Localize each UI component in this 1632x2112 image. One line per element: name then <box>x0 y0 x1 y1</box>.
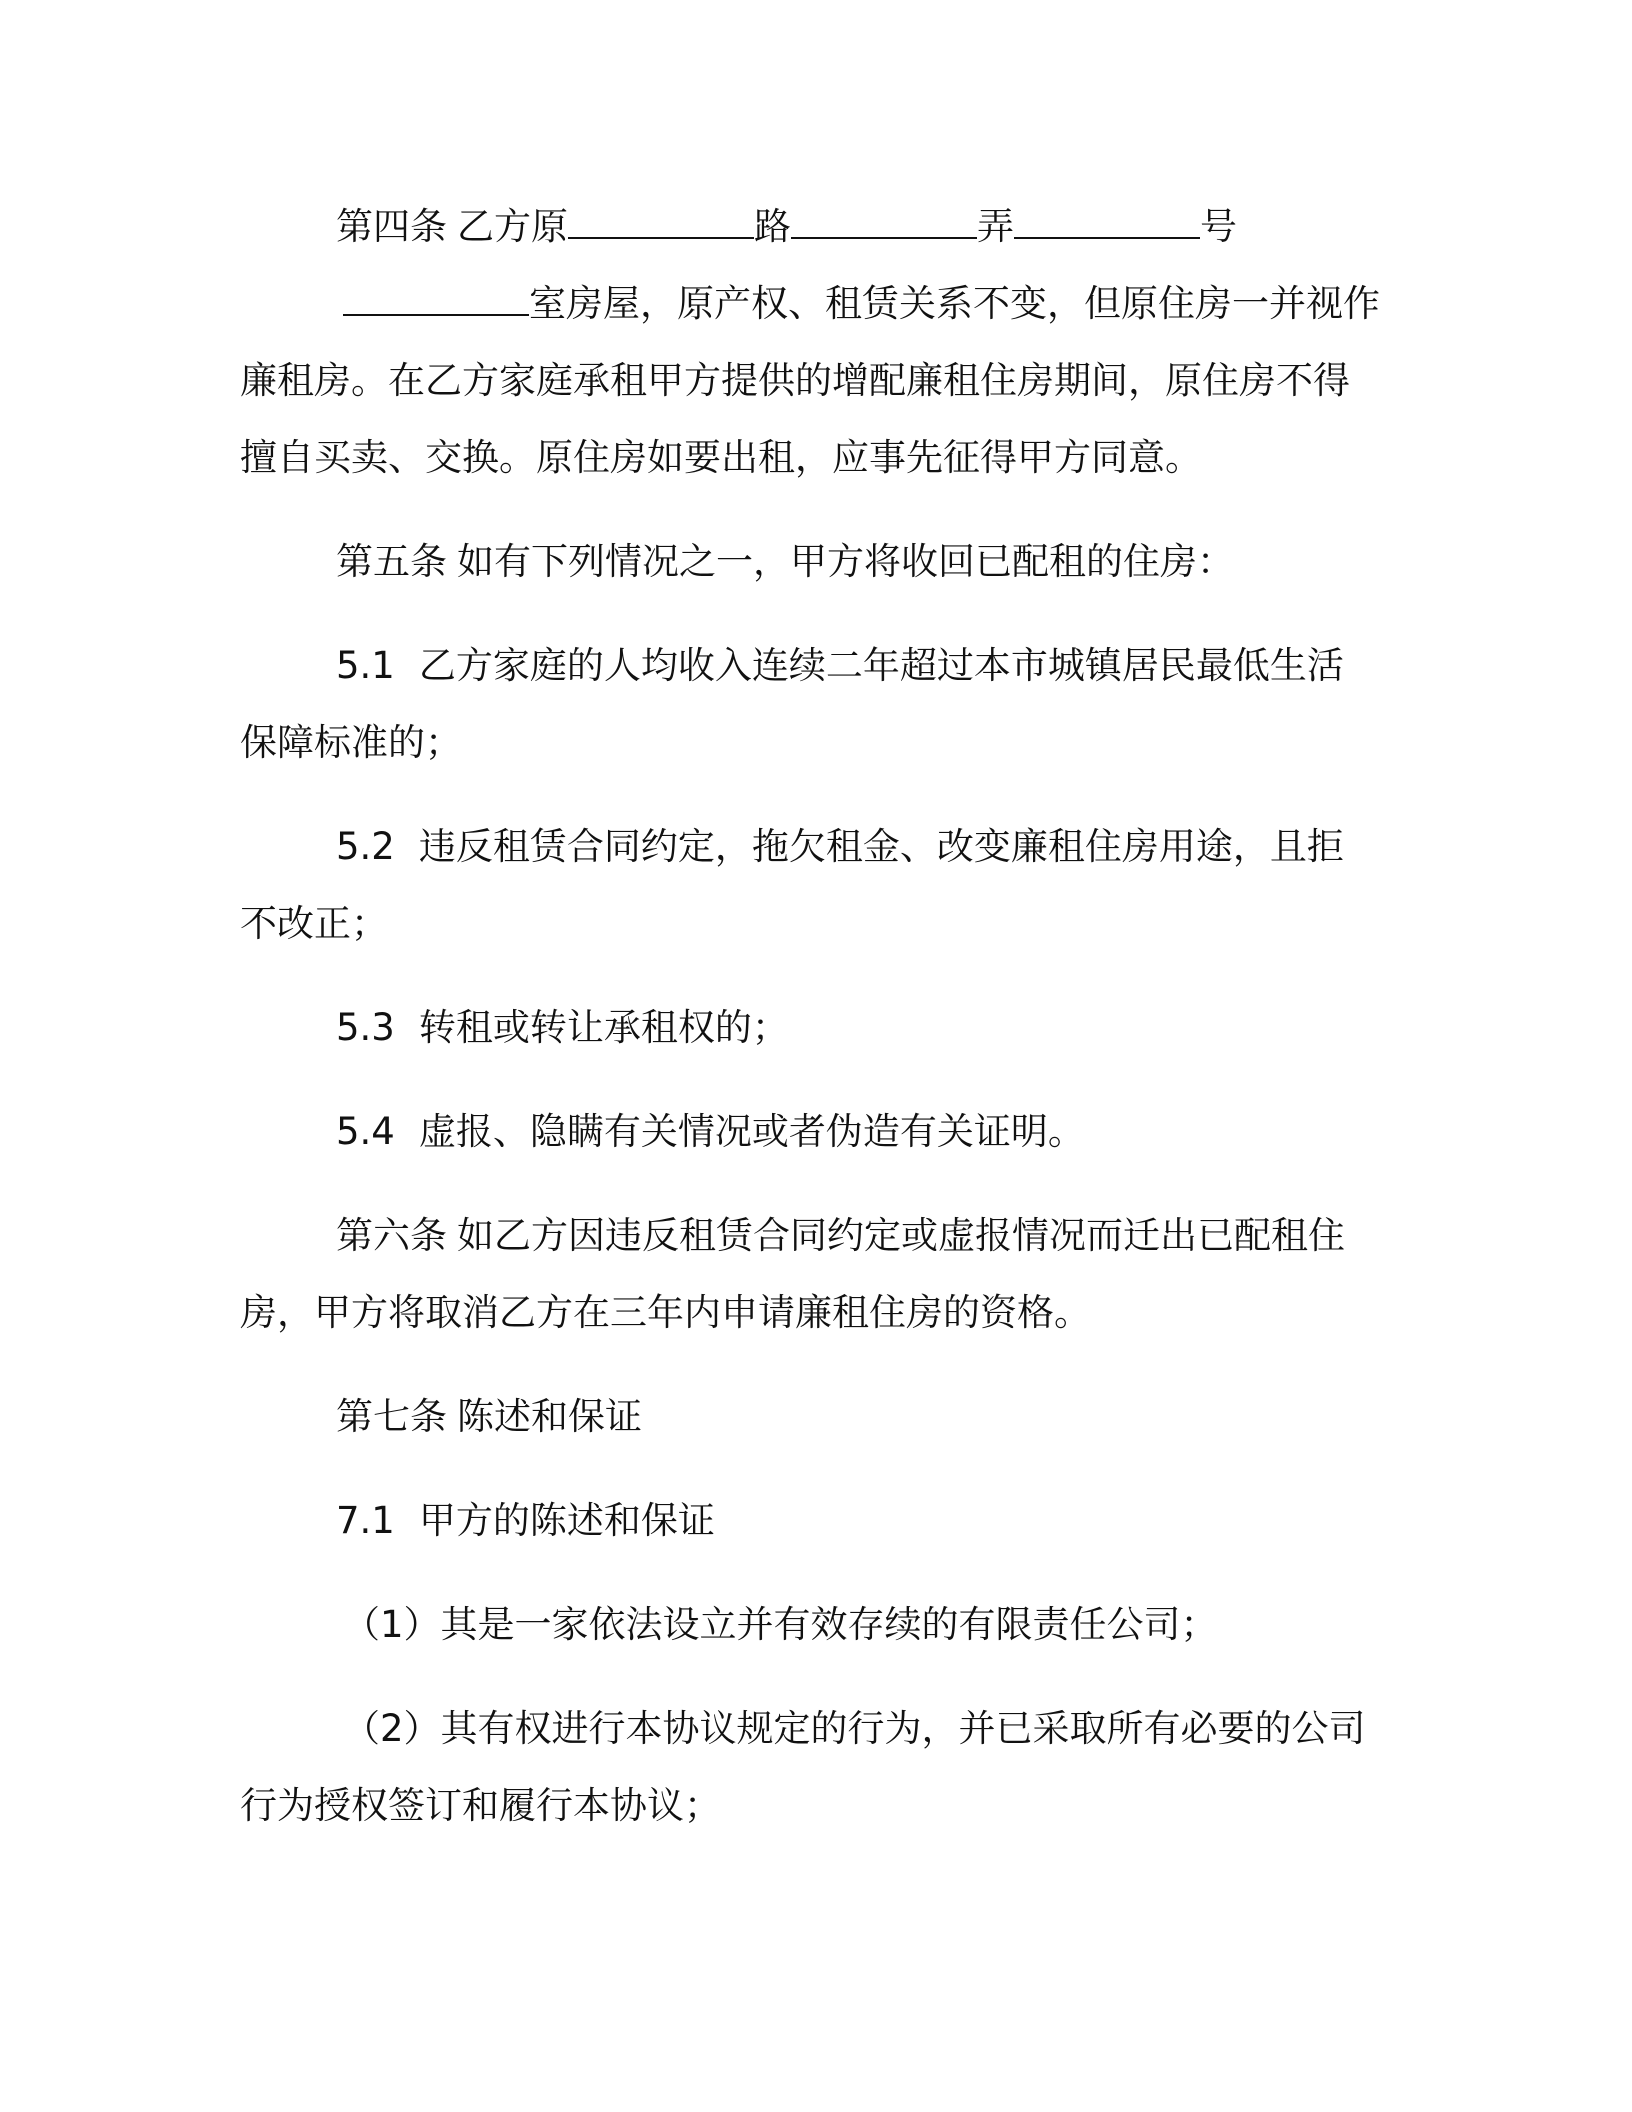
article-4-road: 路 <box>754 205 791 248</box>
lane-blank <box>791 207 977 239</box>
document-body <box>240 188 1380 1871</box>
clause-7-1-paragraph <box>240 1482 1380 1559</box>
item-2-label: （2） <box>343 1707 441 1750</box>
article-6-label: 第六条 <box>336 1214 447 1257</box>
clause-5-4-label: 5.4 <box>336 1110 395 1153</box>
article-7-text: 陈述和保证 <box>457 1395 642 1438</box>
article-7-paragraph <box>240 1378 1380 1455</box>
room-blank <box>343 284 529 316</box>
article-4-label: 第四条 <box>336 205 447 248</box>
clause-5-4-text: 虚报、隐瞒有关情况或者伪造有关证明。 <box>418 1110 1085 1153</box>
item-1-paragraph <box>240 1586 1380 1663</box>
clause-5-1-text: 乙方家庭的人均收入连续二年超过本市城镇居民最低生活保障标准的； <box>240 644 1344 764</box>
clause-5-2-paragraph <box>240 808 1380 962</box>
clause-5-1-label: 5.1 <box>336 644 395 687</box>
article-7-label: 第七条 <box>336 1395 447 1438</box>
clause-7-1-text: 甲方的陈述和保证 <box>418 1499 715 1542</box>
item-2-text: 其有权进行本协议规定的行为，并已采取所有必要的公司行为授权签订和履行本协议； <box>240 1707 1366 1827</box>
clause-5-3-label: 5.3 <box>336 1006 395 1049</box>
item-1-text: 其是一家依法设立并有效存续的有限责任公司； <box>440 1603 1218 1646</box>
clause-5-3-paragraph <box>240 989 1380 1066</box>
clause-5-2-label: 5.2 <box>336 825 395 868</box>
article-5-paragraph <box>240 523 1380 600</box>
article-6-paragraph <box>240 1197 1380 1351</box>
number-blank <box>1014 207 1200 239</box>
article-4-room-text: 室房屋，原产权、租赁关系不变，但原住房一并视作廉租房。在乙方家庭承租甲方提供的增配廉租住房期间，原住房不得擅自买卖、交换。原住房如要出租，应事先征得甲方同意。 <box>240 282 1380 479</box>
article-4-prefix: 乙方原 <box>457 205 568 248</box>
article-4-lane: 弄 <box>977 205 1014 248</box>
clause-5-2-text: 违反租赁合同约定，拖欠租金、改变廉租住房用途，且拒不改正； <box>240 825 1344 945</box>
item-2-paragraph <box>240 1690 1380 1844</box>
clause-5-1-paragraph <box>240 627 1380 781</box>
article-5-label: 第五条 <box>336 540 447 583</box>
article-4-paragraph <box>240 188 1380 496</box>
article-5-text: 如有下列情况之一，甲方将收回已配租的住房： <box>457 540 1234 583</box>
road-blank <box>568 207 754 239</box>
article-4-number: 号 <box>1200 205 1237 248</box>
clause-5-3-text: 转租或转让承租权的； <box>418 1006 789 1049</box>
article-6-text: 如乙方因违反租赁合同约定或虚报情况而迁出已配租住房，甲方将取消乙方在三年内申请廉租住房的资格。 <box>240 1214 1345 1334</box>
item-1-label: （1） <box>343 1603 441 1646</box>
clause-5-4-paragraph <box>240 1093 1380 1170</box>
clause-7-1-label: 7.1 <box>336 1499 395 1542</box>
